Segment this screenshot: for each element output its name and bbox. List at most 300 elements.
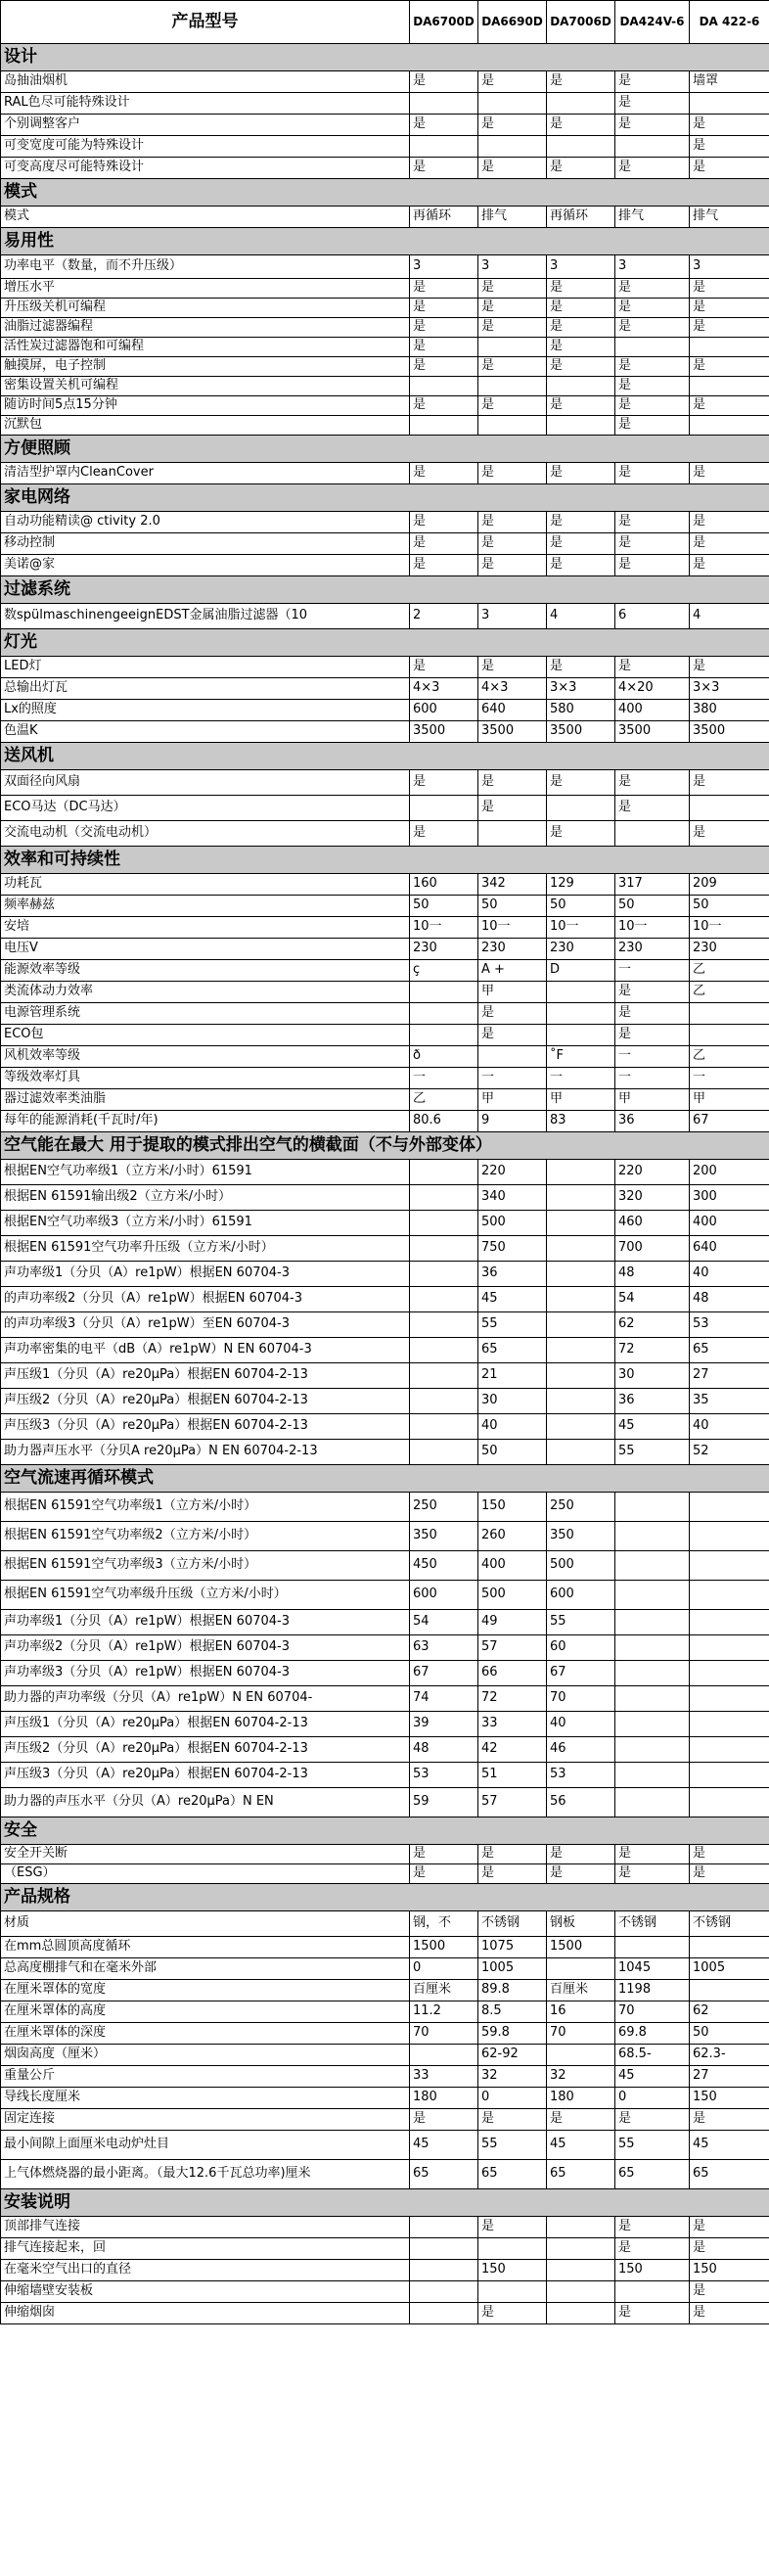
cell-value: 是	[615, 357, 690, 377]
cell-value: 是	[478, 657, 547, 678]
cell-value: 400	[690, 1211, 769, 1236]
cell-value: 180	[410, 2088, 478, 2109]
cell-value: 4×3	[410, 678, 478, 700]
cell-value: 乙	[690, 1046, 769, 1068]
cell-value: 1045	[615, 1958, 690, 1980]
cell-value: 150	[690, 2088, 769, 2109]
cell-value: 53	[690, 1312, 769, 1338]
cell-value: 是	[410, 71, 478, 93]
row-label: 的声功率级2（分贝（A）re1pW）根据EN 60704-3	[1, 1287, 410, 1312]
cell-value	[547, 136, 615, 158]
cell-value	[547, 1287, 615, 1312]
cell-value: 是	[547, 821, 615, 847]
model-col-2: DA6690D	[478, 1, 547, 44]
cell-value	[615, 1686, 690, 1712]
cell-value: 是	[410, 2109, 478, 2131]
table-row	[1, 555, 769, 576]
table-row	[1, 1046, 769, 1068]
cell-value	[410, 2281, 478, 2303]
cell-value: 是	[478, 396, 547, 416]
cell-value	[478, 136, 547, 158]
table-row	[1, 357, 769, 377]
row-label: 在厘米罩体的高度	[1, 2001, 410, 2023]
cell-value: 317	[615, 874, 690, 896]
row-label: 声压级1（分贝（A）re20µPa）根据EN 60704-2-13	[1, 1363, 410, 1389]
cell-value: 是	[690, 821, 769, 847]
cell-value: 36	[615, 1111, 690, 1132]
cell-value: 3500	[690, 721, 769, 743]
cell-value	[547, 1338, 615, 1363]
cell-value: 63	[410, 1635, 478, 1661]
cell-value: 排气	[690, 207, 769, 228]
cell-value	[478, 377, 547, 396]
cell-value: 53	[547, 1763, 615, 1788]
cell-value: 是	[615, 2303, 690, 2324]
cell-value: 百厘米	[547, 1980, 615, 2001]
cell-value	[547, 1236, 615, 1262]
cell-value: 一	[615, 960, 690, 982]
cell-value: 1198	[615, 1980, 690, 2001]
table-row	[1, 207, 769, 228]
cell-value	[410, 1312, 478, 1338]
row-label: 烟囱高度（厘米）	[1, 2045, 410, 2066]
cell-value	[690, 1581, 769, 1610]
row-label: 增压水平	[1, 279, 410, 299]
cell-value: 3	[478, 604, 547, 629]
cell-value: 是	[410, 115, 478, 136]
cell-value: 是	[410, 338, 478, 357]
cell-value: 260	[478, 1522, 547, 1551]
cell-value: 40	[690, 1414, 769, 1440]
cell-value	[410, 1389, 478, 1414]
row-label: 助力器的声压水平（分贝（A）re20µPa）N EN	[1, 1788, 410, 1817]
cell-value	[547, 1185, 615, 1211]
cell-value: 700	[615, 1236, 690, 1262]
row-label: 在厘米罩体的宽度	[1, 1980, 410, 2001]
table-row	[1, 396, 769, 416]
cell-value: 3500	[547, 721, 615, 743]
table-row	[1, 2001, 769, 2023]
cell-value: 45	[615, 2066, 690, 2088]
row-label: 在毫米空气出口的直径	[1, 2260, 410, 2281]
cell-value	[547, 2303, 615, 2324]
cell-value: 是	[690, 318, 769, 338]
row-label: 声压级2（分贝（A）re20µPa）根据EN 60704-2-13	[1, 1389, 410, 1414]
cell-value: ç	[410, 960, 478, 982]
cell-value: 580	[547, 700, 615, 721]
cell-value	[410, 1025, 478, 1046]
table-row	[1, 700, 769, 721]
cell-value	[615, 2281, 690, 2303]
cell-value: 是	[690, 657, 769, 678]
cell-value	[547, 1363, 615, 1389]
cell-value: 129	[547, 874, 615, 896]
cell-value: 40	[478, 1414, 547, 1440]
section-title: 送风机	[1, 743, 769, 770]
table-row	[1, 1522, 769, 1551]
table-row	[1, 1610, 769, 1635]
cell-value	[410, 1003, 478, 1025]
cell-value: 89.8	[478, 1980, 547, 2001]
model-col-4: DA424V-6	[615, 1, 690, 44]
cell-value: 1005	[690, 1958, 769, 1980]
cell-value: 是	[690, 158, 769, 179]
cell-value: 11.2	[410, 2001, 478, 2023]
cell-value: 46	[547, 1737, 615, 1763]
cell-value	[615, 136, 690, 158]
table-row	[1, 1911, 769, 1937]
row-label: ECO包	[1, 1025, 410, 1046]
section-title: 安全	[1, 1817, 769, 1845]
cell-value	[547, 2217, 615, 2238]
cell-value	[615, 1763, 690, 1788]
row-label: 安培	[1, 917, 410, 939]
row-label: 根据EN空气功率级3（立方米/小时）61591	[1, 1211, 410, 1236]
cell-value	[410, 416, 478, 436]
cell-value	[410, 1414, 478, 1440]
section-header	[1, 179, 769, 207]
row-label: 风机效率等级	[1, 1046, 410, 1068]
table-row	[1, 158, 769, 179]
cell-value	[478, 821, 547, 847]
cell-value	[615, 1551, 690, 1581]
table-row	[1, 657, 769, 678]
table-row	[1, 1581, 769, 1610]
cell-value: 60	[547, 1635, 615, 1661]
cell-value: 350	[547, 1522, 615, 1551]
cell-value: 10一	[478, 917, 547, 939]
table-row	[1, 917, 769, 939]
cell-value: 是	[547, 71, 615, 93]
cell-value: 是	[615, 1864, 690, 1884]
cell-value: 55	[615, 2131, 690, 2160]
table-row	[1, 1788, 769, 1817]
cell-value	[410, 1287, 478, 1312]
cell-value: 220	[615, 1160, 690, 1185]
table-row	[1, 874, 769, 896]
table-row	[1, 299, 769, 318]
section-header	[1, 1884, 769, 1911]
cell-value: 是	[547, 318, 615, 338]
cell-value: 3500	[615, 721, 690, 743]
cell-value	[547, 416, 615, 436]
cell-value	[547, 1440, 615, 1465]
table-row	[1, 1363, 769, 1389]
row-label: Lx的照度	[1, 700, 410, 721]
row-label: 声功率级1（分贝（A）re1pW）根据EN 60704-3	[1, 1610, 410, 1635]
cell-value: 10一	[547, 917, 615, 939]
cell-value	[690, 1610, 769, 1635]
table-row	[1, 1414, 769, 1440]
section-title: 设计	[1, 44, 769, 71]
cell-value: 640	[690, 1236, 769, 1262]
cell-value: 是	[410, 657, 478, 678]
cell-value: 是	[410, 512, 478, 533]
cell-value: 220	[478, 1160, 547, 1185]
cell-value	[690, 1493, 769, 1522]
table-row	[1, 770, 769, 796]
row-label: 器过滤效率类油脂	[1, 1089, 410, 1111]
cell-value: 乙	[690, 982, 769, 1003]
row-label: 声压级1（分贝（A）re20µPa）根据EN 60704-2-13	[1, 1712, 410, 1737]
table-row	[1, 71, 769, 93]
cell-value: 59	[410, 1788, 478, 1817]
table-row	[1, 1389, 769, 1414]
row-label: 声压级3（分贝（A）re20µPa）根据EN 60704-2-13	[1, 1414, 410, 1440]
cell-value: 300	[690, 1185, 769, 1211]
cell-value: 是	[690, 396, 769, 416]
row-label: 自动功能精读@ ctivity 2.0	[1, 512, 410, 533]
cell-value: 750	[478, 1236, 547, 1262]
row-label: 根据EN 61591空气功率级2（立方米/小时）	[1, 1522, 410, 1551]
cell-value: 74	[410, 1686, 478, 1712]
table-row	[1, 982, 769, 1003]
section-header	[1, 44, 769, 71]
cell-value	[410, 2303, 478, 2324]
table-row	[1, 2160, 769, 2189]
cell-value: 是	[478, 1845, 547, 1864]
cell-value: 3500	[478, 721, 547, 743]
cell-value	[547, 1389, 615, 1414]
row-label: 声压级2（分贝（A）re20µPa）根据EN 60704-2-13	[1, 1737, 410, 1763]
cell-value: 2	[410, 604, 478, 629]
cell-value: 30	[615, 1363, 690, 1389]
row-label: 升压级关机可编程	[1, 299, 410, 318]
cell-value: 209	[690, 874, 769, 896]
cell-value: 0	[410, 1958, 478, 1980]
cell-value: 62	[615, 1312, 690, 1338]
cell-value: 54	[410, 1610, 478, 1635]
cell-value: 400	[615, 700, 690, 721]
cell-value: 72	[615, 1338, 690, 1363]
section-title: 模式	[1, 179, 769, 207]
cell-value: 230	[478, 939, 547, 960]
cell-value	[547, 1312, 615, 1338]
row-label: 材质	[1, 1911, 410, 1937]
row-label: 频率赫兹	[1, 896, 410, 917]
cell-value: 是	[690, 2238, 769, 2260]
section-title: 效率和可持续性	[1, 847, 769, 874]
cell-value: 200	[690, 1160, 769, 1185]
cell-value: 50	[478, 1440, 547, 1465]
cell-value	[410, 377, 478, 396]
cell-value: 500	[547, 1551, 615, 1581]
cell-value: 是	[615, 2109, 690, 2131]
table-row	[1, 604, 769, 629]
cell-value	[547, 982, 615, 1003]
cell-value: 甲	[690, 1089, 769, 1111]
table-row	[1, 93, 769, 115]
cell-value: 33	[410, 2066, 478, 2088]
cell-value: 是	[615, 318, 690, 338]
model-col-1: DA6700D	[410, 1, 478, 44]
cell-value: 80.6	[410, 1111, 478, 1132]
cell-value: 是	[690, 279, 769, 299]
cell-value: 是	[547, 657, 615, 678]
table-row	[1, 1737, 769, 1763]
row-label: 根据EN 61591空气功率升压级（立方米/小时）	[1, 1236, 410, 1262]
cell-value: 62-92	[478, 2045, 547, 2066]
cell-value: 68.5-	[615, 2045, 690, 2066]
row-label: 助力器的声功率级（分贝（A）re1pW）N EN 60704-	[1, 1686, 410, 1712]
cell-value: 55	[478, 1312, 547, 1338]
cell-value: 是	[478, 1025, 547, 1046]
table-row	[1, 2217, 769, 2238]
cell-value: 一	[410, 1068, 478, 1089]
cell-value: 30	[478, 1389, 547, 1414]
cell-value: 9	[478, 1111, 547, 1132]
cell-value: 3	[410, 255, 478, 279]
row-label: 在mm总圆顶高度循环	[1, 1937, 410, 1958]
table-row	[1, 115, 769, 136]
cell-value: 是	[547, 1845, 615, 1864]
row-label: 每年的能源消耗(千瓦时/年)	[1, 1111, 410, 1132]
cell-value: 是	[690, 1864, 769, 1884]
cell-value: 是	[478, 279, 547, 299]
cell-value	[615, 1635, 690, 1661]
section-header	[1, 1465, 769, 1493]
cell-value: 是	[478, 299, 547, 318]
cell-value: 49	[478, 1610, 547, 1635]
cell-value: 600	[410, 700, 478, 721]
cell-value: A +	[478, 960, 547, 982]
cell-value: 是	[615, 1845, 690, 1864]
table-row	[1, 338, 769, 357]
cell-value	[690, 1788, 769, 1817]
cell-value	[547, 2260, 615, 2281]
cell-value: 是	[690, 770, 769, 796]
cell-value: 230	[615, 939, 690, 960]
row-label: 双面径向风扇	[1, 770, 410, 796]
cell-value: 400	[478, 1551, 547, 1581]
cell-value: 27	[690, 2066, 769, 2088]
cell-value: 67	[690, 1111, 769, 1132]
cell-value: 600	[410, 1581, 478, 1610]
cell-value	[615, 1937, 690, 1958]
table-row	[1, 533, 769, 555]
cell-value: 是	[690, 2217, 769, 2238]
cell-value	[690, 1661, 769, 1686]
cell-value	[410, 796, 478, 821]
cell-value: 10一	[690, 917, 769, 939]
section-title: 安装说明	[1, 2189, 769, 2217]
cell-value: 不锈钢	[615, 1911, 690, 1937]
cell-value: 一	[478, 1068, 547, 1089]
cell-value: 70	[547, 1686, 615, 1712]
cell-value: 50	[690, 896, 769, 917]
cell-value: 33	[478, 1712, 547, 1737]
cell-value: 48	[690, 1287, 769, 1312]
cell-value: 是	[478, 71, 547, 93]
row-label: 伸缩墙壁安装板	[1, 2281, 410, 2303]
cell-value: 是	[615, 2238, 690, 2260]
cell-value: 380	[690, 700, 769, 721]
section-header	[1, 576, 769, 604]
cell-value	[690, 1712, 769, 1737]
model-col-5: DA 422-6	[690, 1, 769, 44]
cell-value: 36	[478, 1262, 547, 1287]
table-row	[1, 939, 769, 960]
row-label: 清洁型护罩内CleanCover	[1, 463, 410, 484]
cell-value: 是	[615, 533, 690, 555]
cell-value	[547, 1160, 615, 1185]
cell-value: 45	[690, 2131, 769, 2160]
table-row	[1, 960, 769, 982]
table-row	[1, 1025, 769, 1046]
cell-value: 是	[690, 463, 769, 484]
cell-value	[478, 1046, 547, 1068]
row-label: 根据EN空气功率级1（立方米/小时）61591	[1, 1160, 410, 1185]
cell-value: 是	[615, 71, 690, 93]
cell-value: 甲	[478, 982, 547, 1003]
cell-value: 600	[547, 1581, 615, 1610]
cell-value	[410, 1440, 478, 1465]
cell-value: 1075	[478, 1937, 547, 1958]
row-label: 助力器声压水平（分贝A re20µPa）N EN 60704-2-13	[1, 1440, 410, 1465]
table-row	[1, 1980, 769, 2001]
cell-value: 6	[615, 604, 690, 629]
cell-value: 是	[615, 463, 690, 484]
row-label: 的声功率级3（分贝（A）re1pW）至EN 60704-3	[1, 1312, 410, 1338]
table-row	[1, 2260, 769, 2281]
section-header	[1, 484, 769, 512]
cell-value	[410, 1236, 478, 1262]
cell-value: ˚F	[547, 1046, 615, 1068]
cell-value: 4	[547, 604, 615, 629]
table-row	[1, 2238, 769, 2260]
cell-value	[615, 1712, 690, 1737]
cell-value	[690, 1522, 769, 1551]
section-title: 过滤系统	[1, 576, 769, 604]
row-label: 总输出灯瓦	[1, 678, 410, 700]
cell-value: 40	[547, 1712, 615, 1737]
row-label: 声功率级3（分贝（A）re1pW）根据EN 60704-3	[1, 1661, 410, 1686]
cell-value: 一	[615, 1046, 690, 1068]
cell-value	[547, 1958, 615, 1980]
row-label: 总高度棚排气和在毫米外部	[1, 1958, 410, 1980]
cell-value: 36	[615, 1389, 690, 1414]
table-row	[1, 1635, 769, 1661]
cell-value: 250	[410, 1493, 478, 1522]
cell-value: 是	[478, 2217, 547, 2238]
table-row	[1, 377, 769, 396]
cell-value	[547, 2045, 615, 2066]
cell-value	[410, 1211, 478, 1236]
cell-value: 是	[478, 318, 547, 338]
table-row	[1, 1661, 769, 1686]
section-header	[1, 1817, 769, 1845]
cell-value	[547, 2238, 615, 2260]
cell-value	[615, 338, 690, 357]
cell-value	[690, 1737, 769, 1763]
table-row	[1, 1287, 769, 1312]
cell-value	[615, 1737, 690, 1763]
cell-value: 是	[478, 1003, 547, 1025]
cell-value	[547, 1025, 615, 1046]
cell-value: 10一	[410, 917, 478, 939]
row-label: 功耗瓦	[1, 874, 410, 896]
row-label: 数spülmaschinengeeignEDST金属油脂过滤器（10	[1, 604, 410, 629]
row-label: 可变宽度可能为特殊设计	[1, 136, 410, 158]
cell-value: 是	[615, 1025, 690, 1046]
row-label: 声功率密集的电平（dB（A）re1pW）N EN 60704-3	[1, 1338, 410, 1363]
cell-value	[690, 1025, 769, 1046]
cell-value: 是	[690, 2109, 769, 2131]
spec-body	[1, 44, 769, 2324]
cell-value: 1500	[410, 1937, 478, 1958]
cell-value: 是	[478, 463, 547, 484]
cell-value: 50	[478, 896, 547, 917]
